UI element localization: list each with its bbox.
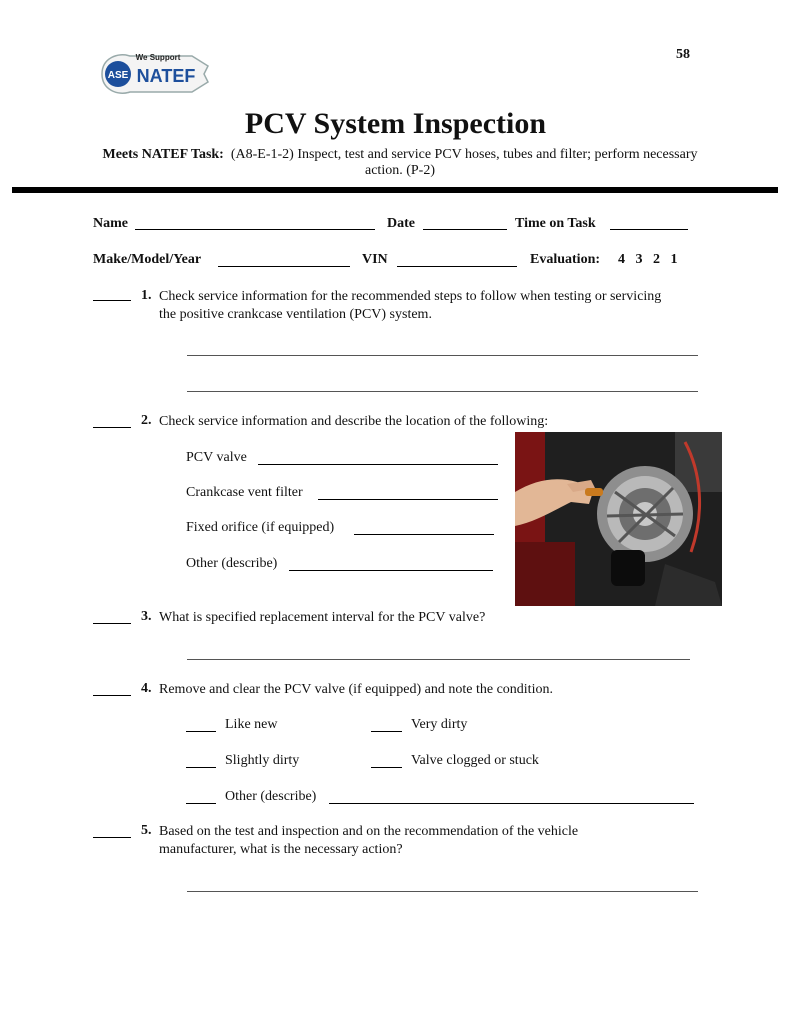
q3-check-blank[interactable] bbox=[93, 623, 131, 624]
q1-check-blank[interactable] bbox=[93, 300, 131, 301]
q2-item-fixed-orifice: Fixed orifice (if equipped) bbox=[186, 520, 335, 535]
crankcase-vent-filter-field[interactable] bbox=[318, 499, 498, 500]
name-label: Name bbox=[93, 216, 128, 231]
logo-tagline: We Support bbox=[135, 53, 181, 62]
fixed-orifice-field[interactable] bbox=[354, 534, 494, 535]
vin-field[interactable] bbox=[397, 266, 517, 267]
q4-check-blank[interactable] bbox=[93, 695, 131, 696]
q4-other-field[interactable] bbox=[329, 803, 694, 804]
page-number: 58 bbox=[676, 47, 690, 62]
option-like-new: Like new bbox=[225, 717, 278, 732]
make-model-year-label: Make/Model/Year bbox=[93, 252, 202, 267]
time-on-task-label: Time on Task bbox=[515, 216, 596, 231]
q1-answer-line-1[interactable] bbox=[187, 355, 698, 356]
header-divider bbox=[12, 187, 778, 193]
q3-number: 3. bbox=[141, 609, 152, 624]
option-very-dirty: Very dirty bbox=[411, 717, 468, 732]
valve-clogged-checkbox[interactable] bbox=[371, 767, 402, 768]
q1-text: Check service information for the recommended steps to follow when testing or servicing the positive crankcase ventilation (PCV) system. bbox=[159, 289, 662, 322]
logo-natef-text: NATEF bbox=[136, 66, 196, 86]
other-checkbox[interactable] bbox=[186, 803, 216, 804]
name-field[interactable] bbox=[135, 229, 375, 230]
option-slightly-dirty: Slightly dirty bbox=[225, 753, 300, 768]
evaluation-scores[interactable]: 4 3 2 1 bbox=[618, 252, 678, 267]
natef-logo bbox=[96, 46, 212, 102]
q2-number: 2. bbox=[141, 413, 152, 428]
q3-text: What is specified replacement interval for the PCV valve? bbox=[159, 610, 486, 625]
q2-check-blank[interactable] bbox=[93, 427, 131, 428]
like-new-checkbox[interactable] bbox=[186, 731, 216, 732]
time-on-task-field[interactable] bbox=[610, 229, 688, 230]
q3-answer-line[interactable] bbox=[187, 659, 690, 660]
slightly-dirty-checkbox[interactable] bbox=[186, 767, 216, 768]
very-dirty-checkbox[interactable] bbox=[371, 731, 402, 732]
task-description bbox=[90, 147, 710, 179]
engine-photo bbox=[515, 432, 722, 606]
q2-text: Check service information and describe the location of the following: bbox=[159, 414, 549, 429]
ase-badge-text: ASE bbox=[107, 70, 129, 81]
q4-text: Remove and clear the PCV valve (if equipped) and note the condition. bbox=[159, 682, 553, 697]
q5-text: Based on the test and inspection and on the recommendation of the vehicle manufacturer, what is the necessary action? bbox=[159, 824, 579, 857]
q4-number: 4. bbox=[141, 681, 152, 696]
q5-number: 5. bbox=[141, 823, 152, 838]
make-model-year-field[interactable] bbox=[218, 266, 350, 267]
task-label: Meets NATEF Task: bbox=[102, 147, 224, 162]
pcv-valve-field[interactable] bbox=[258, 464, 498, 465]
option-other: Other (describe) bbox=[225, 789, 317, 804]
date-field[interactable] bbox=[423, 229, 507, 230]
page-title: PCV System Inspection bbox=[244, 107, 547, 140]
q2-other-field[interactable] bbox=[289, 570, 493, 571]
option-valve-clogged: Valve clogged or stuck bbox=[411, 753, 539, 768]
q5-answer-line[interactable] bbox=[187, 891, 698, 892]
q5-check-blank[interactable] bbox=[93, 837, 131, 838]
date-label: Date bbox=[387, 216, 415, 231]
q2-item-other: Other (describe) bbox=[186, 556, 278, 571]
task-text: (A8-E-1-2) Inspect, test and service PCV hoses, tubes and filter; perform necessary action. (P-2) bbox=[230, 147, 698, 178]
q2-item-pcv-valve: PCV valve bbox=[186, 450, 247, 465]
evaluation-label: Evaluation: bbox=[530, 252, 601, 267]
q1-number: 1. bbox=[141, 288, 152, 303]
q2-item-crankcase-vent-filter: Crankcase vent filter bbox=[186, 485, 303, 500]
vin-label: VIN bbox=[362, 252, 388, 267]
q1-answer-line-2[interactable] bbox=[187, 391, 698, 392]
